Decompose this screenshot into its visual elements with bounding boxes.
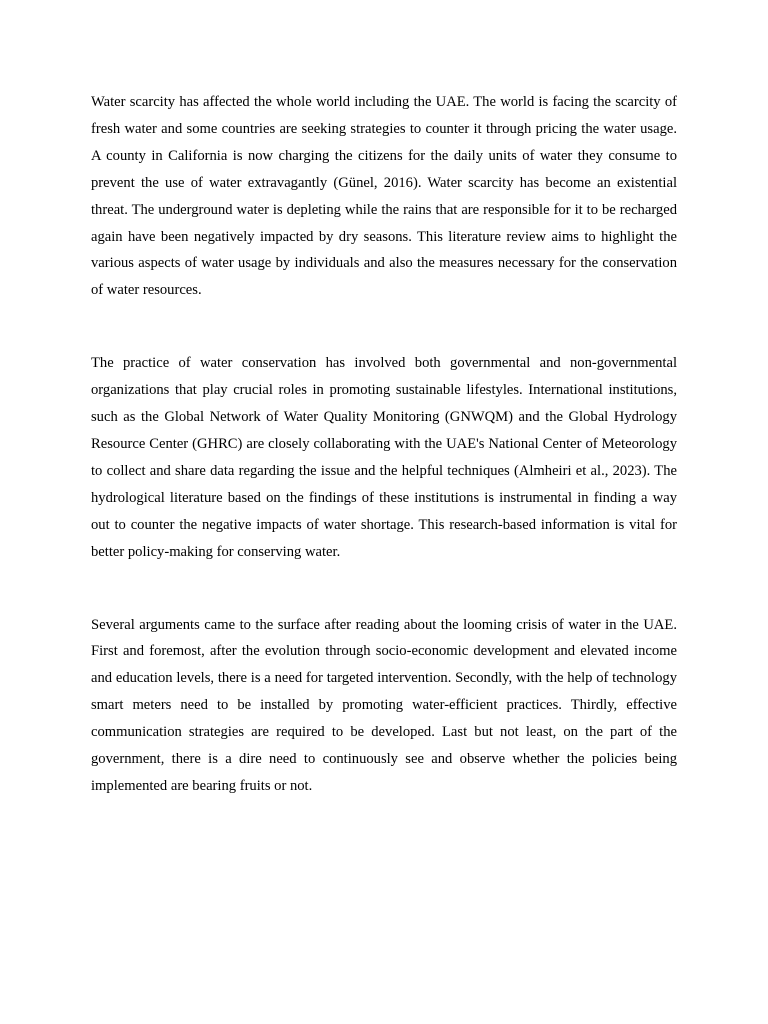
paragraph-water-conservation: The practice of water conservation has involved both governmental and non-governmental organizations that play crucial roles in promoting sustainable lifestyles. International institutions, such as the Global Network of Water Quality Monitoring (GNWQM) and the Global Hydrology Resource Center (GHRC) are closely collaborating with the UAE's National Center of Meteorology to collect and share data regarding the issue and the helpful techniques (Almheiri et al., 2023). The hydrological literature based on the findings of these institutions is instrumental in finding a way out to counter the negative impacts of water shortage. This research-based information is vital for better policy-making for conserving water. <box>91 355 677 560</box>
paragraph-water-scarcity: Water scarcity has affected the whole world including the UAE. The world is facing the scarcity of fresh water and some countries are seeking strategies to counter it through pricing the water usage. A county in California is now charging the citizens for the daily units of water they consume to prevent the use of water extravagantly (Günel, 2016). Water scarcity has become an existential threat. The underground water is depleting while the rains that are responsible for it to be recharged again have been negatively impacted by dry seasons. This literature review aims to highlight the various aspects of water usage by individuals and also the measures necessary for the conservation of water resources. <box>91 94 677 299</box>
document-body <box>91 89 677 800</box>
paragraph-arguments: Several arguments came to the surface after reading about the looming crisis of water in the UAE. First and foremost, after the evolution through socio-economic development and elevated income and education levels, there is a need for targeted intervention. Secondly, with the help of technology smart meters need to be installed by promoting water-efficient practices. Thirdly, effective communication strategies are required to be developed. Last but not least, on the part of the government, there is a dire need to continuously see and observe whether the policies being implemented are bearing fruits or not. <box>91 616 677 794</box>
